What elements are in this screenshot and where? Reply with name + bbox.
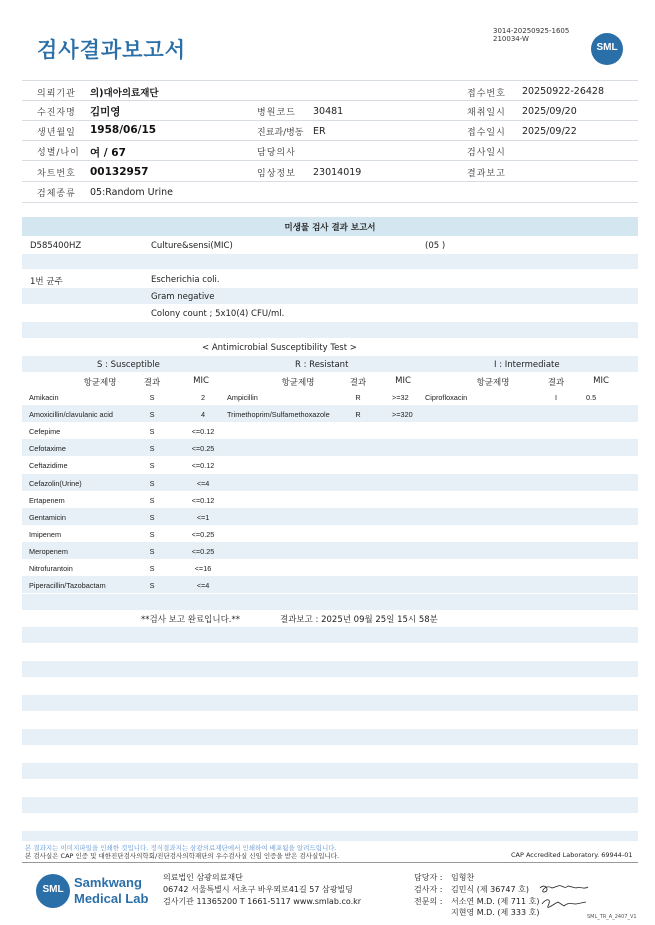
- organism-name: Escherichia coli.: [151, 275, 220, 285]
- col1-drug: Meropenem: [29, 546, 68, 556]
- patient-name-label: 수진자명: [37, 108, 76, 118]
- row-band: [22, 542, 638, 559]
- divider: [22, 202, 638, 203]
- col3-drug: Ciprofloxacin: [425, 393, 468, 402]
- doctor-label: 담당의사: [257, 148, 296, 158]
- col1-drug: Cefazolin(Urine): [29, 478, 82, 488]
- receipt-date-label: 접수일시: [467, 128, 506, 138]
- organism-count: Colony count ; 5x10(4) CFU/ml.: [151, 309, 285, 319]
- col1-result: S: [149, 564, 155, 573]
- row-band: [22, 288, 638, 304]
- test-date-label: 검사일시: [467, 148, 506, 158]
- col1-drug: Piperacillin/Tazobactam: [29, 581, 106, 591]
- col2-header-drug: 항균제명: [281, 378, 315, 388]
- col3-header-mic: MIC: [593, 376, 609, 386]
- col1-mic: <=4: [196, 478, 210, 488]
- report-label: 결과보고: [467, 169, 506, 179]
- report-time: 결과보고 : 2025년 09월 25일 15시 58분: [280, 615, 438, 625]
- col2-mic: >=32: [392, 393, 409, 402]
- ast-title: < Antimicrobial Susceptibility Test >: [202, 343, 357, 353]
- row-band: [22, 474, 638, 491]
- col1-result: S: [149, 495, 155, 505]
- col2-drug: Ampicillin: [227, 393, 258, 402]
- col1-mic: 4: [200, 410, 206, 420]
- receipt-date: 2025/09/22: [522, 126, 577, 137]
- legend-resistant: R : Resistant: [295, 360, 349, 370]
- notice-image: 본 결과지는 이미지파일을 인쇄한 것입니다. 정식결과지는 삼광의료재단에서 인쇄하여 배포됨을 알려드립니다.: [25, 844, 337, 852]
- specialist-1: 서소연 M.D. (제 711 호): [451, 897, 540, 906]
- brand-name-line2: Medical Lab: [74, 891, 149, 906]
- col1-drug: Ceftazidime: [29, 461, 68, 471]
- manager-label: 담당자 :: [414, 873, 443, 882]
- footer-org: 의료법인 삼광의료재단: [163, 873, 243, 882]
- divider: [22, 80, 638, 81]
- row-band: [22, 763, 638, 779]
- cap-accreditation: CAP Accredited Laboratory. 69944-01: [511, 851, 633, 859]
- divider: [22, 140, 638, 141]
- hospital-code: 30481: [313, 106, 344, 117]
- col1-mic: 2: [200, 393, 206, 402]
- specialist-label: 전문의 :: [414, 897, 443, 906]
- col1-result: S: [149, 444, 155, 454]
- test-code: D585400HZ: [30, 241, 82, 251]
- col1-drug: Ertapenem: [29, 495, 65, 505]
- dept: ER: [313, 126, 326, 137]
- divider: [22, 100, 638, 101]
- collection-date-label: 채취일시: [467, 108, 506, 118]
- col3-header-drug: 항균제명: [476, 378, 510, 388]
- col1-drug: Nitrofurantoin: [29, 564, 73, 573]
- divider: [22, 160, 638, 161]
- test-name: Culture&sensi(MIC): [151, 241, 233, 251]
- col1-mic: <=0.25: [191, 529, 215, 539]
- brand-name-line1: Samkwang: [74, 875, 142, 890]
- signature-specialist: [542, 900, 586, 908]
- row-band: [22, 576, 638, 593]
- chart-no: 00132957: [90, 166, 149, 178]
- row-band: [22, 405, 638, 422]
- row-band: [22, 729, 638, 745]
- col1-mic: <=16: [194, 564, 212, 573]
- row-band: [22, 254, 638, 269]
- row-band: [22, 831, 638, 841]
- col1-mic: <=0.12: [191, 427, 215, 437]
- tester-label: 검사자 :: [414, 885, 443, 894]
- col1-drug: Cefotaxime: [29, 444, 66, 454]
- divider: [22, 181, 638, 182]
- col1-header-mic: MIC: [193, 376, 209, 386]
- col1-header-drug: 항균제명: [83, 378, 117, 388]
- section-title-bar: [22, 217, 638, 236]
- col1-mic: <=0.25: [191, 546, 215, 556]
- row-band: [22, 695, 638, 711]
- col1-mic: <=4: [196, 581, 210, 591]
- patient-name: 김미영: [90, 106, 121, 118]
- col2-result: R: [355, 410, 361, 420]
- col1-result: S: [149, 546, 155, 556]
- row-band: [22, 322, 638, 338]
- organism-label: 1번 균주: [30, 277, 63, 287]
- col1-result: S: [149, 427, 155, 437]
- col2-mic: >=320: [392, 410, 413, 420]
- col1-result: S: [149, 461, 155, 471]
- col1-mic: <=0.12: [191, 461, 215, 471]
- signature-tester: [540, 886, 588, 892]
- footer-sml-logo-text: SML: [42, 884, 64, 895]
- row-band: [22, 797, 638, 813]
- clinical-label: 임상정보: [257, 169, 296, 179]
- completion-message: **검사 보고 완료입니다.**: [141, 615, 241, 625]
- row-band: [22, 627, 638, 643]
- dob: 1958/06/15: [90, 124, 157, 136]
- row-band: [22, 594, 638, 610]
- col1-result: S: [149, 478, 155, 488]
- manager: 임형찬: [451, 873, 475, 882]
- clinical: 23014019: [313, 167, 362, 178]
- col1-header-result: 결과: [143, 378, 161, 388]
- receipt-no: 20250922-26428: [522, 86, 605, 97]
- footer-sml-logo: [36, 874, 70, 908]
- col1-result: S: [149, 529, 155, 539]
- row-band: [22, 439, 638, 456]
- tester: 김민식 (제 36747 호): [451, 885, 529, 894]
- page-title: 검사결과보고서: [37, 38, 187, 62]
- row-band: [22, 661, 638, 677]
- chart-no-label: 차트번호: [37, 169, 76, 179]
- divider: [22, 120, 638, 121]
- col1-mic: <=0.25: [191, 444, 215, 454]
- document-id: [493, 27, 569, 43]
- sml-logo-text: SML: [596, 42, 618, 53]
- section-title: 미생물 검사 결과 보고서: [284, 223, 376, 233]
- hospital-code-label: 병원코드: [257, 108, 296, 118]
- col3-result: I: [554, 393, 558, 402]
- footer-address: 06742 서울특별시 서초구 바우뫼로41길 57 삼광빌딩: [163, 885, 353, 894]
- col3-mic: 0.5: [586, 393, 597, 402]
- sex-age-label: 성별/나이: [37, 148, 80, 158]
- footer-contact: 검사기관 11365200 T 1661-5117 www.smlab.co.kr: [163, 897, 362, 906]
- col1-drug: Amoxicillin/clavulanic acid: [29, 410, 113, 420]
- form-code: SML_TR_A_2407_V1: [587, 914, 637, 920]
- requesting-org: 의)대아의료재단: [90, 88, 159, 99]
- dept-label: 진료과/병동: [257, 128, 304, 138]
- col1-result: S: [149, 581, 155, 591]
- collection-date: 2025/09/20: [522, 106, 577, 117]
- col1-mic: <=0.12: [191, 495, 215, 505]
- organism-gram: Gram negative: [151, 292, 215, 302]
- signatures: [536, 878, 594, 912]
- specialist-2: 지현영 M.D. (제 333 호): [451, 908, 540, 917]
- col1-result: S: [149, 512, 155, 522]
- col1-result: S: [149, 393, 155, 402]
- row-band: [22, 508, 638, 525]
- specimen-label: 검체종류: [37, 189, 76, 199]
- sex-age: 여 / 67: [90, 147, 126, 159]
- col3-header-result: 결과: [547, 378, 565, 388]
- col2-result: R: [355, 393, 361, 402]
- receipt-no-label: 접수번호: [467, 89, 506, 99]
- col1-drug: Gentamicin: [29, 512, 66, 522]
- document-id-line1: 3014-20250925-1605: [493, 27, 570, 35]
- col1-result: S: [149, 410, 155, 420]
- col2-header-mic: MIC: [395, 376, 411, 386]
- col1-drug: Cefepime: [29, 427, 61, 437]
- col1-drug: Amikacin: [29, 393, 59, 402]
- dob-label: 생년월일: [37, 128, 76, 138]
- sml-logo: [591, 33, 623, 65]
- col1-drug: Imipenem: [29, 529, 62, 539]
- divider: [22, 862, 638, 863]
- col2-drug: Trimethoprim/Sulfamethoxazole: [227, 410, 330, 420]
- document-id-line2: 210034-W: [493, 35, 529, 43]
- test-count: (05 ): [425, 241, 446, 251]
- legend-susceptible: S : Susceptible: [97, 360, 160, 370]
- requesting-org-label: 의뢰기관: [37, 89, 76, 99]
- col1-mic: <=1: [196, 512, 210, 522]
- specimen: 05:Random Urine: [90, 187, 174, 198]
- legend-intermediate: I : Intermediate: [494, 360, 560, 370]
- notice-certification: 본 검사실은 CAP 인증 및 대한진단검사의학회/진단검사의학재단의 우수검사실 신임 인증을 받은 검사실입니다.: [25, 852, 340, 860]
- col2-header-result: 결과: [349, 378, 367, 388]
